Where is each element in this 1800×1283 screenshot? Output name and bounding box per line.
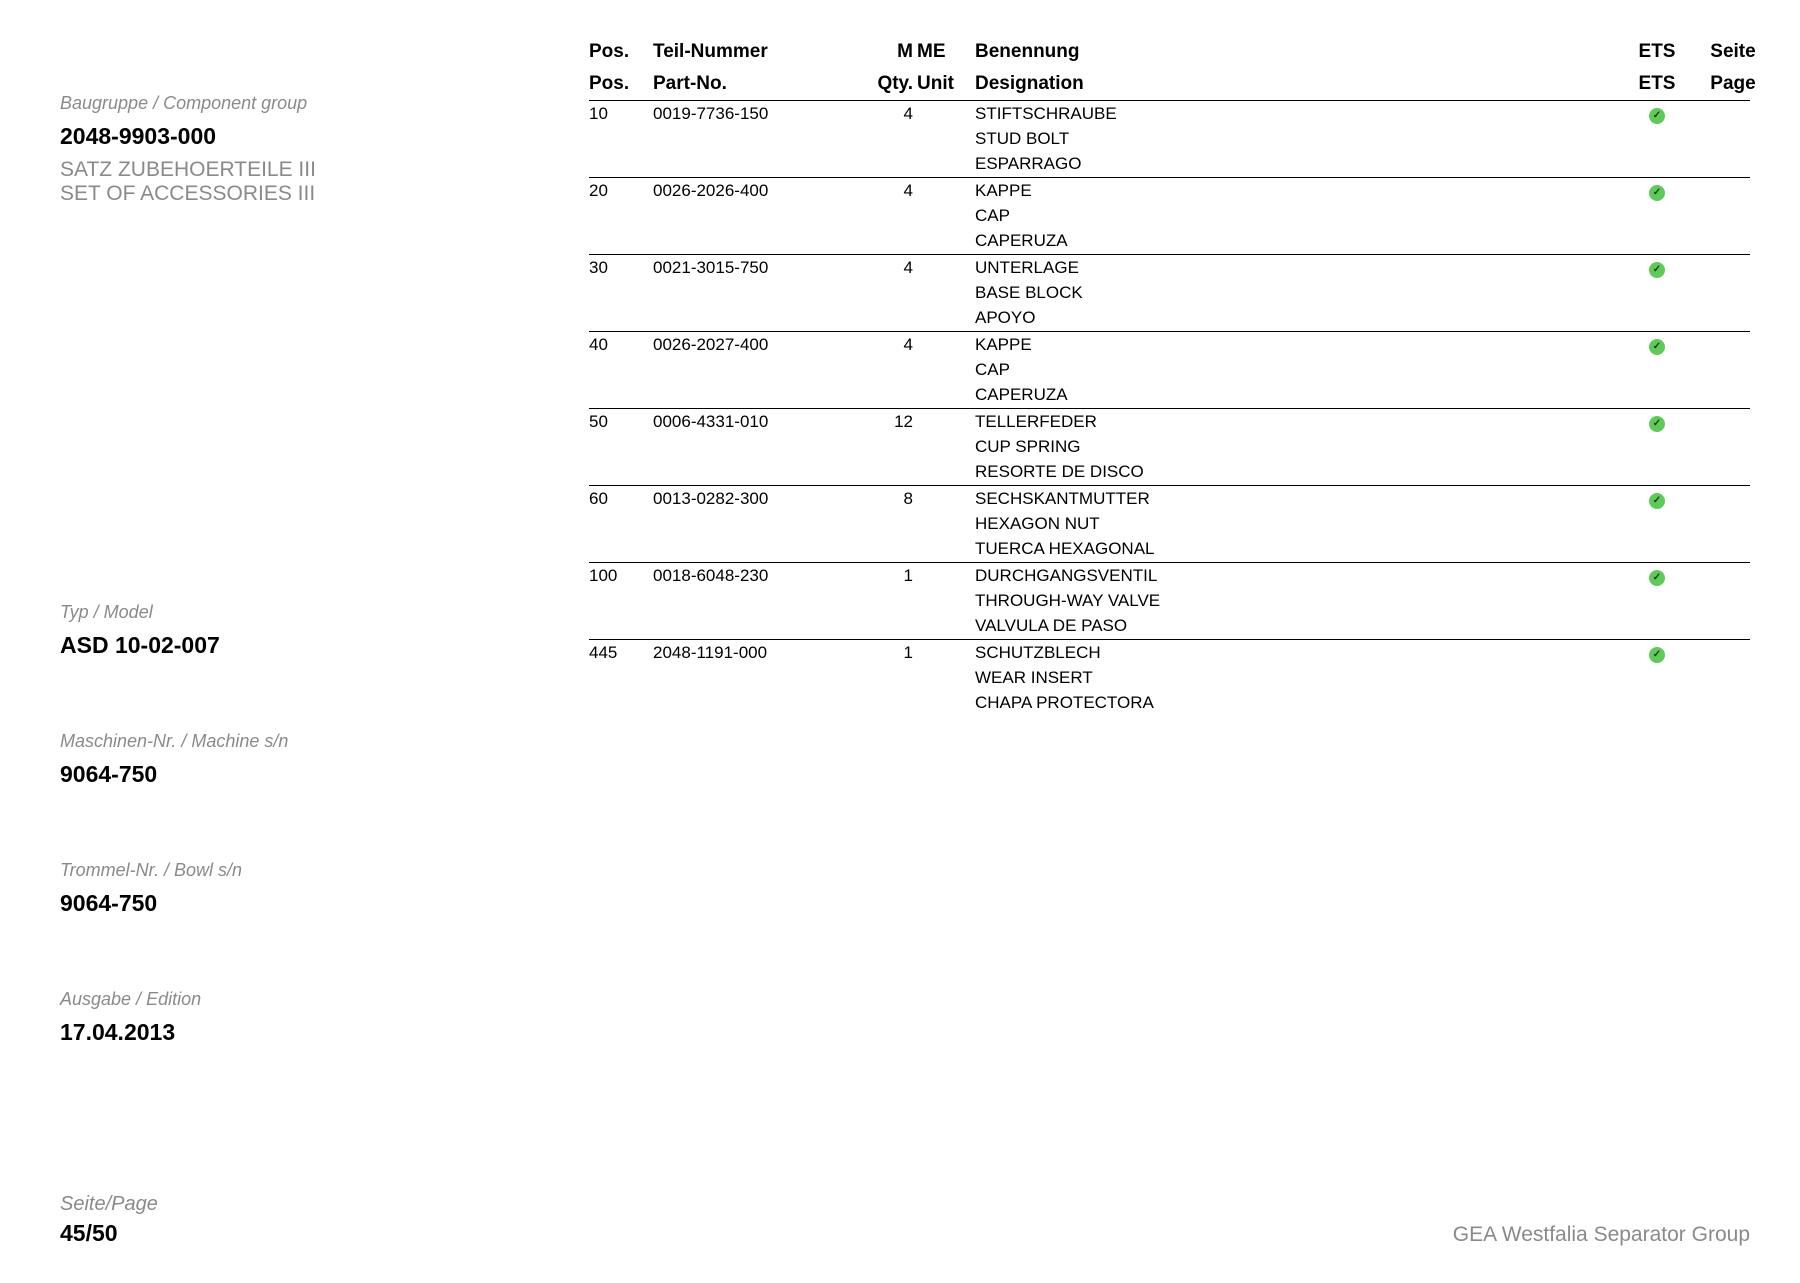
- row-designation-de: TELLERFEDER: [975, 412, 1097, 431]
- header-part-de: Teil-Nummer: [653, 41, 768, 62]
- row-designation-de: KAPPE: [975, 181, 1032, 200]
- row-part-number: 0013-0282-300: [653, 489, 769, 508]
- edition-block: [60, 988, 540, 1046]
- model-label: Typ / Model: [60, 602, 153, 622]
- header-page-en: Page: [1710, 73, 1756, 94]
- model-value: ASD 10-02-007: [60, 632, 220, 658]
- edition-value: 17.04.2013: [60, 1019, 176, 1045]
- header-unit-en: Unit: [917, 73, 954, 94]
- table-header-de: [589, 36, 1756, 68]
- row-designation-de: STIFTSCHRAUBE: [975, 104, 1117, 123]
- component-group-value: 2048-9903-000: [60, 123, 217, 149]
- row-designation-en: BASE BLOCK: [975, 283, 1083, 302]
- bowl-value: 9064-750: [60, 890, 158, 916]
- row-designation-de: DURCHGANGSVENTIL: [975, 566, 1158, 585]
- page-value: 45/50: [60, 1220, 118, 1246]
- row-designation-en: HEXAGON NUT: [975, 514, 1100, 533]
- table-row: [589, 255, 1750, 332]
- page-block: [60, 1193, 540, 1247]
- row-designation-es: TUERCA HEXAGONAL: [975, 539, 1155, 558]
- check-circle-icon: ✓: [1649, 339, 1665, 355]
- machine-block: [60, 730, 540, 788]
- machine-value: 9064-750: [60, 761, 158, 787]
- row-part-number: 0006-4331-010: [653, 412, 769, 431]
- check-circle-icon: ✓: [1649, 108, 1665, 124]
- row-designation-en: THROUGH-WAY VALVE: [975, 591, 1161, 610]
- row-part-number: 0019-7736-150: [653, 104, 769, 123]
- row-designation-en: STUD BOLT: [975, 129, 1070, 148]
- check-circle-icon: ✓: [1649, 262, 1665, 278]
- table-row: [589, 409, 1750, 486]
- bowl-label: Trommel-Nr. / Bowl s/n: [60, 860, 243, 880]
- header-ets-de: ETS: [1638, 41, 1676, 62]
- header-part-en: Part-No.: [653, 73, 727, 94]
- check-circle-icon: ✓: [1649, 185, 1665, 201]
- header-unit-de: ME: [917, 41, 946, 62]
- row-designation-es: CAPERUZA: [975, 385, 1068, 404]
- row-part-number: 0026-2026-400: [653, 181, 769, 200]
- machine-label: Maschinen-Nr. / Machine s/n: [60, 731, 289, 751]
- row-qty: 8: [903, 489, 913, 508]
- row-designation-es: APOYO: [975, 308, 1036, 327]
- component-desc-en: SET OF ACCESSORIES III: [60, 182, 316, 205]
- table-header-en: [589, 68, 1756, 101]
- header-designation-de: Benennung: [975, 41, 1080, 62]
- model-block: [60, 601, 540, 659]
- table-row: [589, 332, 1750, 409]
- row-designation-de: UNTERLAGE: [975, 258, 1079, 277]
- row-qty: 1: [903, 566, 913, 585]
- row-designation-es: RESORTE DE DISCO: [975, 462, 1144, 481]
- parts-table: [589, 36, 1756, 716]
- row-pos: 445: [589, 643, 618, 662]
- row-pos: 20: [589, 181, 608, 200]
- row-designation-de: KAPPE: [975, 335, 1032, 354]
- row-qty: 1: [903, 643, 913, 662]
- header-designation-en: Designation: [975, 73, 1084, 94]
- header-page-de: Seite: [1710, 41, 1756, 62]
- check-circle-icon: ✓: [1649, 570, 1665, 586]
- check-circle-icon: ✓: [1649, 647, 1665, 663]
- edition-label: Ausgabe / Edition: [60, 989, 202, 1009]
- table-row: [589, 486, 1750, 563]
- row-part-number: 0026-2027-400: [653, 335, 769, 354]
- row-part-number: 0018-6048-230: [653, 566, 769, 585]
- header-qty-de: M: [897, 41, 913, 62]
- row-pos: 30: [589, 258, 608, 277]
- bowl-block: [60, 859, 540, 917]
- check-circle-icon: ✓: [1649, 416, 1665, 432]
- row-qty: 4: [903, 258, 913, 277]
- component-group-block: [60, 92, 540, 206]
- row-designation-es: CAPERUZA: [975, 231, 1068, 250]
- table-row: [589, 640, 1750, 716]
- table-row: [589, 101, 1750, 178]
- header-qty-en: Qty.: [877, 73, 913, 94]
- row-designation-en: WEAR INSERT: [975, 668, 1093, 687]
- row-designation-en: CAP: [975, 360, 1010, 379]
- row-designation-en: CUP SPRING: [975, 437, 1081, 456]
- row-qty: 4: [903, 104, 913, 123]
- component-group-label: Baugruppe / Component group: [60, 93, 308, 113]
- row-part-number: 2048-1191-000: [653, 643, 768, 662]
- row-pos: 50: [589, 412, 608, 431]
- table-row: [589, 178, 1750, 255]
- row-pos: 40: [589, 335, 608, 354]
- row-qty: 12: [894, 412, 913, 431]
- check-circle-icon: ✓: [1649, 493, 1665, 509]
- row-designation-es: VALVULA DE PASO: [975, 616, 1128, 635]
- row-pos: 10: [589, 104, 608, 123]
- header-pos-en: Pos.: [589, 73, 630, 94]
- row-designation-en: CAP: [975, 206, 1010, 225]
- row-designation-de: SECHSKANTMUTTER: [975, 489, 1150, 508]
- header-pos-de: Pos.: [589, 41, 630, 62]
- table-row: [589, 563, 1750, 640]
- row-part-number: 0021-3015-750: [653, 258, 769, 277]
- row-designation-es: CHAPA PROTECTORA: [975, 693, 1154, 712]
- header-ets-en: ETS: [1638, 73, 1676, 94]
- row-qty: 4: [903, 335, 913, 354]
- page-label: Seite/Page: [60, 1193, 158, 1215]
- row-designation-es: ESPARRAGO: [975, 154, 1082, 173]
- row-pos: 60: [589, 489, 608, 508]
- row-designation-de: SCHUTZBLECH: [975, 643, 1101, 662]
- row-pos: 100: [589, 566, 618, 585]
- row-qty: 4: [903, 181, 913, 200]
- company-footer: GEA Westfalia Separator Group: [1452, 1223, 1750, 1246]
- component-desc-de: SATZ ZUBEHOERTEILE III: [60, 158, 316, 181]
